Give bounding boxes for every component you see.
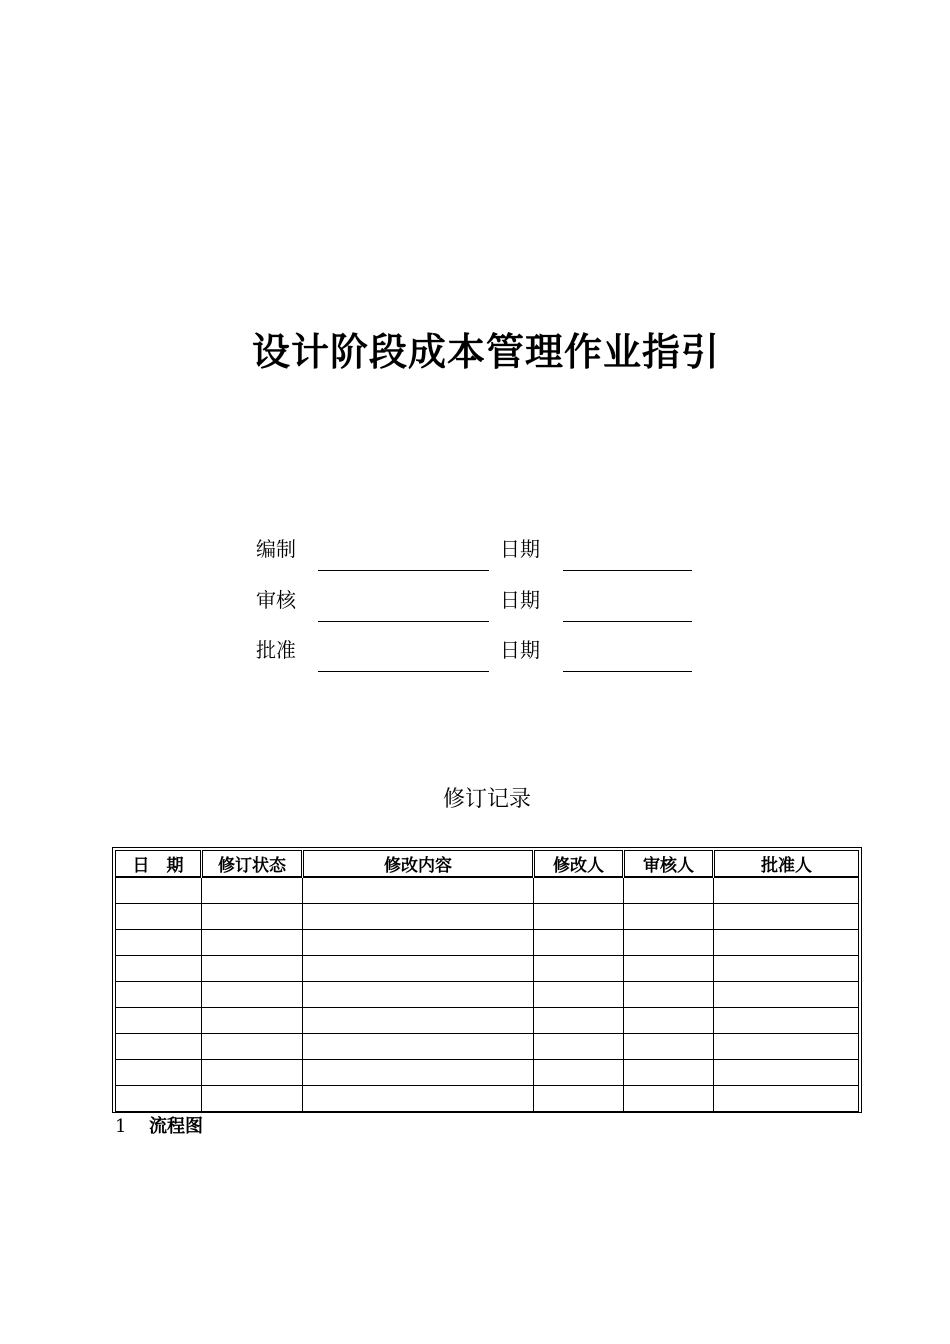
table-cell[interactable]: [303, 982, 534, 1008]
table-row: [116, 877, 859, 904]
signoff-label: 批准: [256, 638, 296, 662]
table-cell[interactable]: [202, 930, 303, 956]
table-cell[interactable]: [202, 904, 303, 930]
table-cell[interactable]: [714, 1086, 859, 1112]
col-header-modifier: 修改人: [534, 851, 624, 878]
table-cell[interactable]: [534, 1008, 624, 1034]
revision-table: [115, 850, 859, 1112]
date-line: [563, 570, 692, 571]
revision-table-body: [116, 877, 859, 1112]
table-cell[interactable]: [624, 1034, 714, 1060]
date-label: 日期: [500, 638, 540, 662]
table-cell[interactable]: [303, 930, 534, 956]
document-title: 设计阶段成本管理作业指引: [251, 330, 720, 374]
table-cell[interactable]: [714, 904, 859, 930]
table-cell[interactable]: [303, 1086, 534, 1112]
table-cell[interactable]: [534, 1060, 624, 1086]
table-cell[interactable]: [202, 1034, 303, 1060]
table-row: [116, 930, 859, 956]
table-cell[interactable]: [116, 930, 202, 956]
section-title: 流程图: [149, 1116, 203, 1137]
signoff-row-review: [0, 585, 950, 635]
table-cell[interactable]: [534, 930, 624, 956]
table-row: [116, 904, 859, 930]
table-cell[interactable]: [303, 877, 534, 904]
table-cell[interactable]: [534, 1086, 624, 1112]
table-cell[interactable]: [714, 956, 859, 982]
table-cell[interactable]: [303, 1060, 534, 1086]
col-header-date: 日 期: [116, 851, 202, 878]
table-row: [116, 956, 859, 982]
table-row: [116, 1008, 859, 1034]
table-cell[interactable]: [534, 877, 624, 904]
table-cell[interactable]: [624, 877, 714, 904]
table-cell[interactable]: [303, 1034, 534, 1060]
table-cell[interactable]: [714, 930, 859, 956]
revision-header-row: [116, 851, 859, 878]
table-cell[interactable]: [624, 930, 714, 956]
table-cell[interactable]: [624, 956, 714, 982]
table-row: [116, 1060, 859, 1086]
table-cell[interactable]: [116, 877, 202, 904]
table-cell[interactable]: [714, 982, 859, 1008]
table-cell[interactable]: [303, 904, 534, 930]
table-cell[interactable]: [303, 1008, 534, 1034]
table-cell[interactable]: [116, 1008, 202, 1034]
table-cell[interactable]: [202, 982, 303, 1008]
date-line: [563, 621, 692, 622]
table-row: [116, 1086, 859, 1112]
table-cell[interactable]: [534, 982, 624, 1008]
table-cell[interactable]: [116, 1086, 202, 1112]
table-cell[interactable]: [202, 956, 303, 982]
col-header-revision-status: 修订状态: [202, 851, 303, 878]
signoff-row-approve: [0, 635, 950, 685]
signature-line: [318, 671, 489, 672]
table-cell[interactable]: [202, 1086, 303, 1112]
table-cell[interactable]: [714, 1060, 859, 1086]
signoff-label: 编制: [256, 537, 296, 561]
signoff-label: 审核: [256, 588, 296, 612]
date-label: 日期: [500, 588, 540, 612]
table-cell[interactable]: [534, 904, 624, 930]
signoff-row-compile: [0, 534, 950, 584]
date-line: [563, 671, 692, 672]
table-cell[interactable]: [116, 1060, 202, 1086]
table-row: [116, 982, 859, 1008]
table-cell[interactable]: [714, 877, 859, 904]
date-label: 日期: [500, 537, 540, 561]
table-cell[interactable]: [624, 982, 714, 1008]
table-cell[interactable]: [202, 877, 303, 904]
table-cell[interactable]: [714, 1008, 859, 1034]
table-cell[interactable]: [714, 1034, 859, 1060]
signature-line: [318, 570, 489, 571]
table-cell[interactable]: [534, 956, 624, 982]
table-cell[interactable]: [624, 904, 714, 930]
table-row: [116, 1034, 859, 1060]
table-cell[interactable]: [116, 904, 202, 930]
table-cell[interactable]: [116, 982, 202, 1008]
revision-heading: 修订记录: [442, 787, 531, 812]
table-cell[interactable]: [624, 1060, 714, 1086]
table-cell[interactable]: [116, 956, 202, 982]
section-number: 1: [115, 1116, 127, 1137]
table-cell[interactable]: [202, 1008, 303, 1034]
col-header-reviewer: 审核人: [624, 851, 714, 878]
signature-line: [318, 621, 489, 622]
table-cell[interactable]: [116, 1034, 202, 1060]
table-cell[interactable]: [202, 1060, 303, 1086]
table-cell[interactable]: [303, 956, 534, 982]
col-header-change-content: 修改内容: [303, 851, 534, 878]
table-cell[interactable]: [534, 1034, 624, 1060]
table-cell[interactable]: [624, 1086, 714, 1112]
section-heading: [115, 1113, 203, 1141]
table-cell[interactable]: [624, 1008, 714, 1034]
revision-table-frame: [112, 847, 862, 1113]
col-header-approver: 批准人: [714, 851, 859, 878]
